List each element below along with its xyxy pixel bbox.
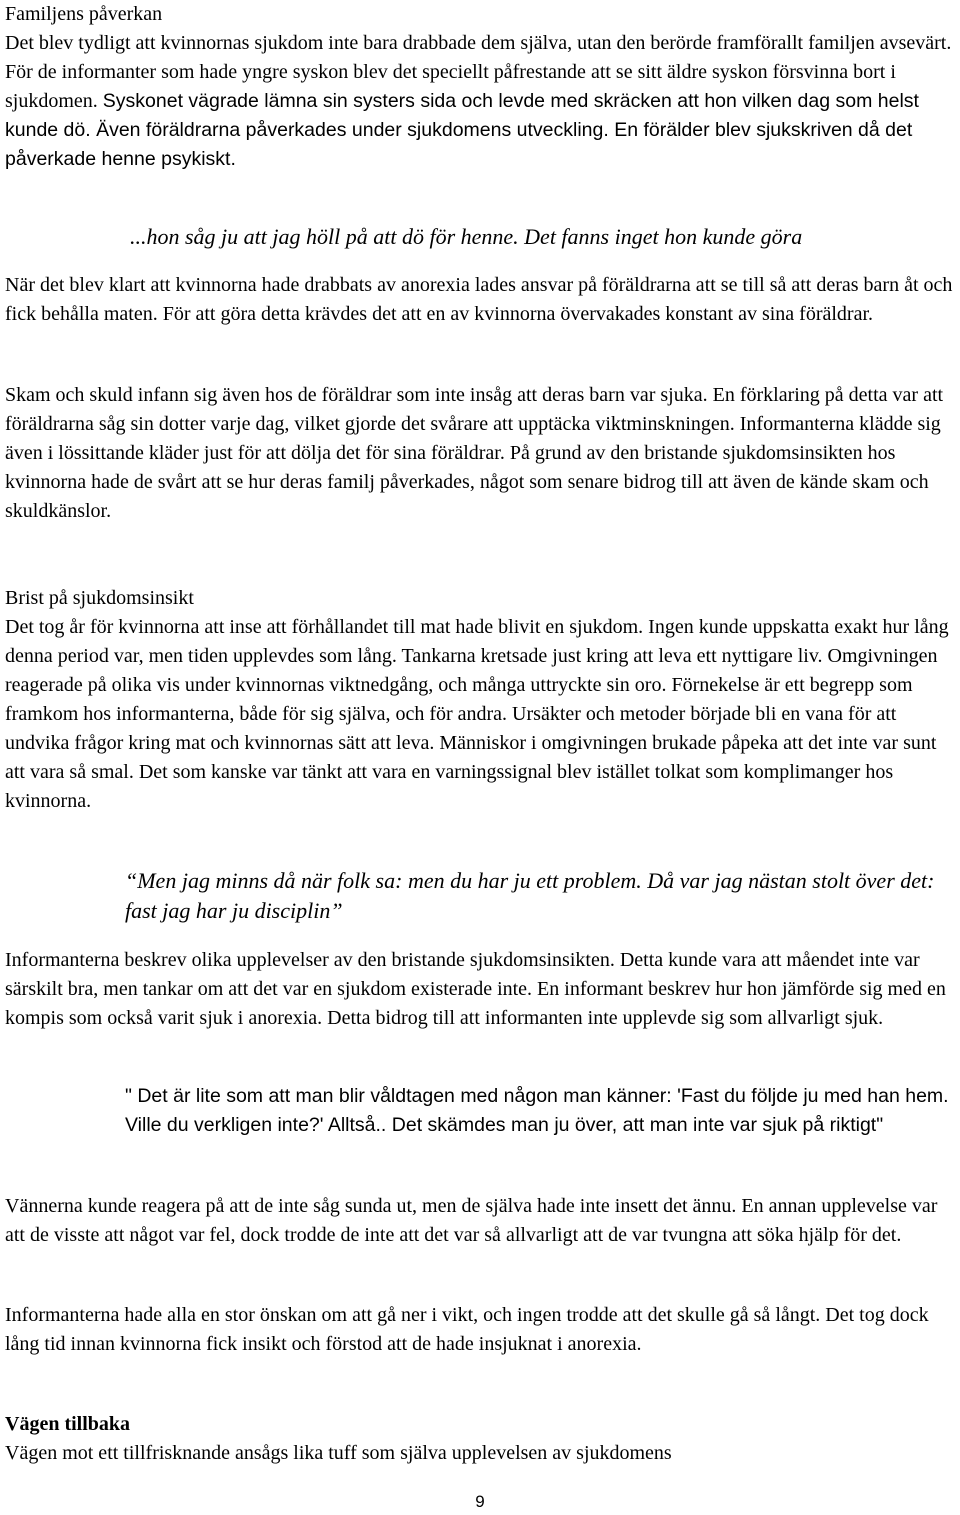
paragraph-block bbox=[5, 1192, 957, 1250]
paragraph bbox=[5, 29, 957, 174]
paragraph-text-serif: Det blev tydligt att kvinnornas sjukdom inte bara drabbade dem själva, utan den berörde framförallt familjen avsevärt. För de informanter som hade yngre syskon blev det speciellt påfrestande att se sitt äldre syskon försvinna bort i sjukdomen. bbox=[5, 32, 952, 112]
section-vagen-tillbaka bbox=[5, 1410, 957, 1468]
paragraph-block bbox=[5, 946, 957, 1033]
section-heading: Familjens påverkan bbox=[5, 3, 163, 25]
section-heading: Vägen tillbaka bbox=[5, 1413, 131, 1435]
paragraph-block bbox=[5, 271, 957, 329]
paragraph-block bbox=[5, 1301, 957, 1359]
quote bbox=[130, 222, 960, 252]
page-number: 9 bbox=[475, 1492, 485, 1511]
paragraph: Informanterna beskrev olika upplevelser av den bristande sjukdomsinsikten. Detta kunde vara att måendet inte var särskilt bra, men tankar om att det var en sjukdom existerade inte. En informant beskrev hur hon jämförde sig med en kompis som också varit sjuk i anorexia. Detta bidrog till att informanten inte upplevde sig som allvarligt sjuk. bbox=[5, 949, 946, 1029]
quote-block bbox=[130, 222, 960, 252]
paragraph: Vännerna kunde reagera på att de inte såg sunda ut, men de själva hade inte insett det ännu. En annan upplevelse var att de visste att något var fel, dock trodde de inte att det var så allvarligt att de var tvungna att söka hjälp för det. bbox=[5, 1195, 938, 1246]
paragraph: När det blev klart att kvinnorna hade drabbats av anorexia lades ansvar på föräldrarna att se till så att deras barn åt och fick behålla maten. För att göra detta krävdes det att en av kvinnorna övervakades konstant av sina föräldrar. bbox=[5, 274, 953, 325]
paragraph: Skam och skuld infann sig även hos de föräldrar som inte insåg att deras barn var sjuka. En förklaring på detta var att föräldrarna såg sin dotter varje dag, vilket gjorde det svårare att upptäcka viktminskningen. Informanterna klädde sig även i lössittande kläder just för att dölja det för sina föräldrar. På grund av den bristande sjukdomsinsikten hos kvinnorna hade de svårt att se hur deras familj påverkades, något som senare bidrog till att även de kände skam och skuldkänslor. bbox=[5, 384, 944, 522]
paragraph: Vägen mot ett tillfrisknande ansågs lika tuff som själva upplevelsen av sjukdomens bbox=[5, 1442, 672, 1464]
section-familjens-paverkan bbox=[5, 0, 957, 174]
paragraph-block bbox=[5, 381, 957, 526]
quote-block bbox=[125, 866, 957, 926]
section-heading: Brist på sjukdomsinsikt bbox=[5, 587, 194, 609]
section-brist-pa-sjukdomsinsikt bbox=[5, 584, 957, 816]
quote: “Men jag minns då när folk sa: men du har ju ett problem. Då var jag nästan stolt över det: fast jag har ju disciplin” bbox=[125, 868, 935, 923]
quote: " Det är lite som att man blir våldtagen med någon man känner: 'Fast du följde ju med han hem. Ville du verkligen inte?' Alltså.. Det skämdes man ju över, att man inte var sjuk på riktigt" bbox=[125, 1085, 949, 1136]
quote-text-italic: ...hon såg ju att jag höll på att dö för henne. bbox=[130, 224, 519, 249]
paragraph: Informanterna hade alla en stor önskan om att gå ner i vikt, och ingen trodde att det skulle gå så långt. Det tog dock lång tid innan kvinnorna fick insikt och förstod att de hade insjuknat i anorexia. bbox=[5, 1304, 929, 1355]
paragraph: Det tog år för kvinnorna att inse att förhållandet till mat hade blivit en sjukdom. Ingen kunde uppskatta exakt hur lång denna period var, men tiden upplevdes som lång. Tankarna kretsade just kring att leva ett nyttigare liv. Omgivningen reagerade på olika vis under kvinnornas viktnedgång, och många uttryckte sin oro. Förnekelse är ett begrepp som framkom hos informanterna, både för sig själva, och för andra. Ursäkter och metoder började bli en vana för att undvika frågor kring mat och kvinnornas sätt att leva. Människor i omgivningen brukade påpeka att det inte var sunt att vara så smal. Det som kanske var tänkt att vara en varningssignal blev istället tolkat som komplimanger hos kvinnorna. bbox=[5, 616, 949, 812]
quote-text-tail: Det fanns inget hon kunde göra bbox=[524, 224, 803, 249]
quote-block bbox=[125, 1082, 957, 1140]
paragraph-text-sans: Syskonet vägrade lämna sin systers sida och levde med skräcken att hon vilken dag som helst kunde dö. Även föräldrarna påverkades under sjukdomens utveckling. En förälder blev sjukskriven då det påverkade henne psykiskt. bbox=[5, 90, 919, 170]
